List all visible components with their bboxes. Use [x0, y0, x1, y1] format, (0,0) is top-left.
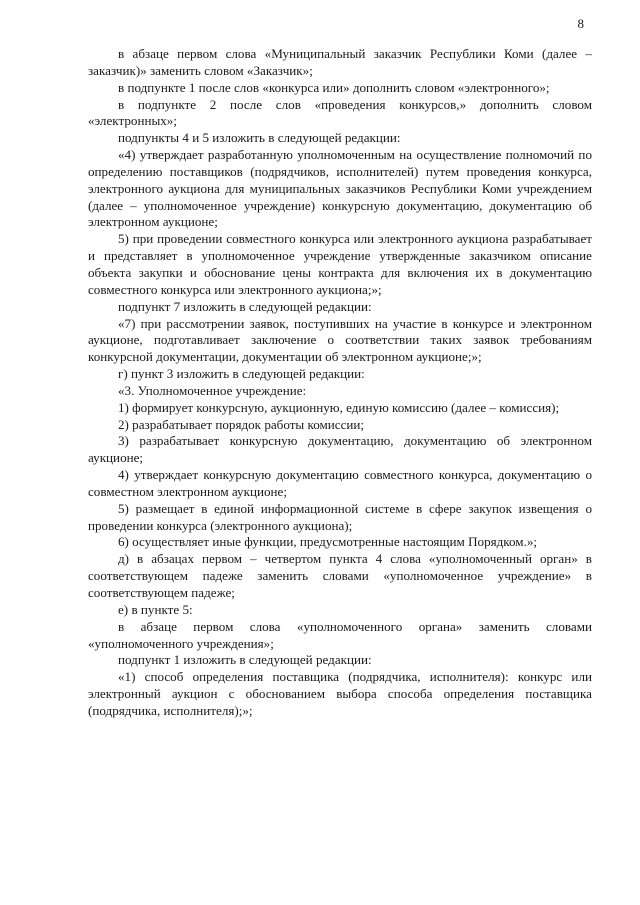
paragraph: 5) размещает в единой информационной системе в сфере закупок извещения о проведении конкурса (электронного аукциона);: [88, 500, 592, 533]
paragraph: д) в абзацах первом – четвертом пункта 4 слова «уполномоченный орган» в соответствующем падеже заменить словами «уполномоченное учреждение» в соответствующем падеже;: [88, 551, 592, 600]
page-number: 8: [577, 16, 584, 31]
paragraph: «1) способ определения поставщика (подрядчика, исполнителя): конкурс или электронный аукцион с обоснованием выбора способа определения поставщика (подрядчика, исполнителя);»;: [88, 669, 592, 718]
paragraph: 1) формирует конкурсную, аукционную, единую комиссию (далее – комиссия);: [118, 399, 560, 415]
paragraph: 5) при проведении совместного конкурса или электронного аукциона разрабатывает и представляет в уполномоченное учреждение утвержденные заказчиком описание объекта закупки и обоснование цены контракта для включения их в документацию совместного конкурса или электронного аукциона;»;: [88, 231, 592, 297]
paragraph: подпункты 4 и 5 изложить в следующей редакции:: [118, 130, 401, 146]
paragraph: 4) утверждает конкурсную документацию совместного конкурса, документацию о совместном электронном аукционе;: [88, 467, 592, 499]
paragraph: подпункт 1 изложить в следующей редакции:: [118, 652, 372, 668]
paragraph: «7) при рассмотрении заявок, поступивших на участие в конкурсе и электронном аукционе, подготавливает заключение о соответствии таких заявок требованиям конкурсной документации, документации об электронном аукционе;»;: [88, 315, 592, 365]
paragraph: в подпункте 2 после слов «проведения конкурсов,» дополнить словом «электронных»;: [88, 96, 592, 129]
paragraph: 2) разрабатывает порядок работы комиссии;: [118, 416, 365, 432]
paragraph: 3) разрабатывает конкурсную документацию, документацию об электронном аукционе;: [88, 433, 592, 466]
paragraph: 6) осуществляет иные функции, предусмотренные настоящим Порядком.»;: [118, 534, 538, 550]
paragraph: е) в пункте 5:: [118, 601, 193, 617]
paragraph: подпункт 7 изложить в следующей редакции:: [118, 298, 372, 314]
paragraph: в абзаце первом слова «уполномоченного органа» заменить словами «уполномоченного учреждения»;: [88, 618, 592, 651]
document-body: [88, 46, 592, 720]
paragraph: в абзаце первом слова «Муниципальный заказчик Республики Коми (далее – заказчик)» заменить словом «Заказчик»;: [88, 46, 592, 78]
paragraph: в подпункте 1 после слов «конкурса или» дополнить словом «электронного»;: [118, 79, 550, 95]
paragraph: «3. Уполномоченное учреждение:: [118, 382, 307, 398]
paragraph: г) пункт 3 изложить в следующей редакции:: [118, 366, 365, 382]
paragraph: «4) утверждает разработанную уполномоченным на осуществление полномочий по определению поставщиков (подрядчиков, исполнителей) путем проведения конкурса, электронного аукциона для муниципальных заказчиков Республики Коми учреждением (далее – уполномоченное учреждение) конкурсную документацию, документацию об электронном аукционе;: [88, 147, 592, 230]
